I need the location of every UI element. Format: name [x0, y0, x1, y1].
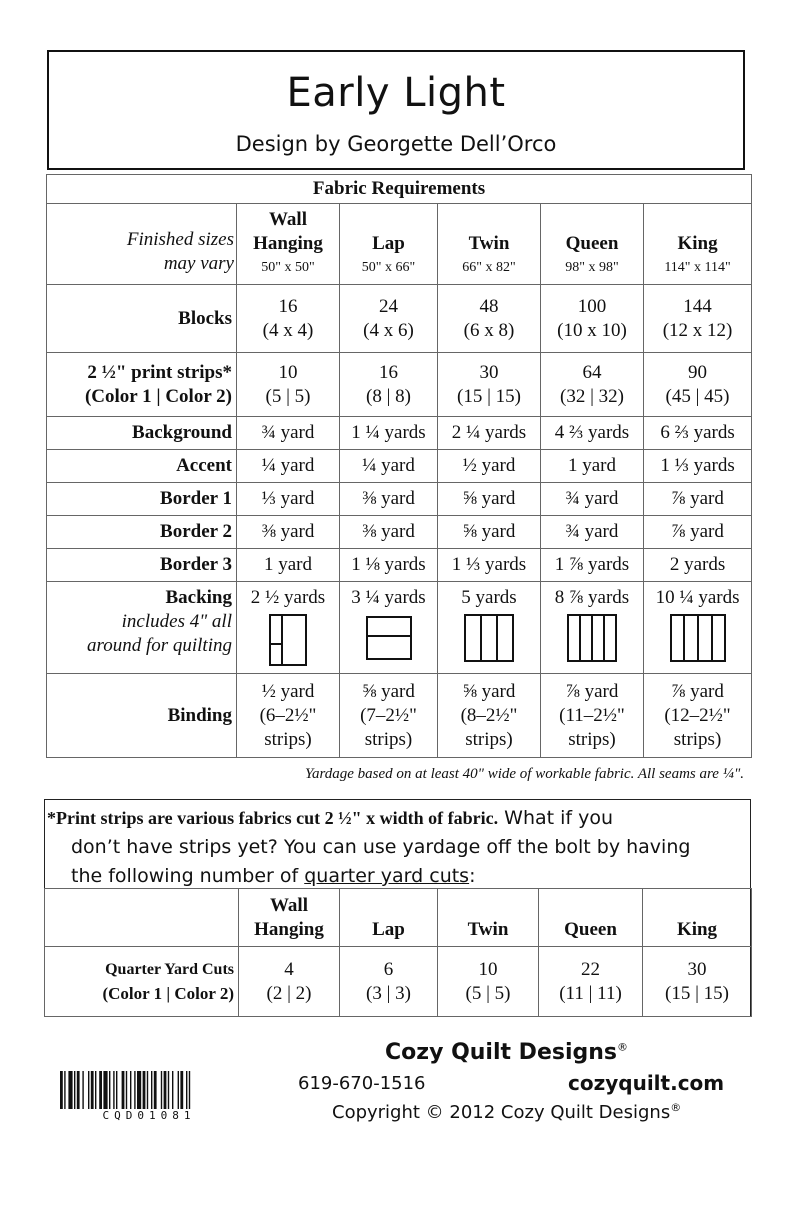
col-name-line1: Wall	[268, 209, 307, 230]
table-cell: 1 ⅓ yards	[438, 549, 541, 582]
brand-registered-mark: ®	[617, 1040, 629, 1054]
table-cell	[438, 582, 541, 674]
barcode-bar	[151, 1071, 152, 1109]
table-cell: ¼ yard	[237, 450, 340, 483]
cell-line: (32 | 32)	[560, 385, 624, 407]
cell-line: strips)	[364, 728, 413, 750]
table-cell	[340, 582, 438, 674]
barcode-bar	[122, 1071, 125, 1109]
cell-line: 10 ¼ yards	[655, 587, 740, 608]
quarter-yard-cuts-table	[44, 888, 752, 1017]
table-cell	[438, 353, 541, 417]
cell-line: 8 ⅞ yards	[554, 587, 630, 608]
table-cell: ¾ yard	[541, 483, 644, 516]
table-cell: 1 ⅛ yards	[340, 549, 438, 582]
copyright-text: Copyright © 2012 Cozy Quilt Designs	[332, 1102, 671, 1123]
cell-line: (4 x 6)	[363, 319, 414, 341]
cell-line: strips)	[465, 728, 513, 750]
cell-line: 30	[479, 361, 499, 383]
col-size: 114" x 114"	[664, 260, 731, 275]
website: cozyquilt.com	[568, 1071, 725, 1095]
row-label-line1: Quarter Yard Cuts	[105, 960, 234, 978]
backing-diagram-icon	[464, 614, 514, 662]
cell-line: 16	[379, 361, 398, 383]
table-cell: ⅜ yard	[340, 516, 438, 549]
barcode-bar	[134, 1071, 135, 1109]
table-cell: ¾ yard	[237, 417, 340, 450]
table-cell	[340, 285, 438, 353]
barcode-bar	[103, 1071, 107, 1109]
cuts-header-row	[45, 889, 752, 947]
table-cell	[340, 674, 438, 758]
cell-line: 4	[284, 958, 294, 980]
cell-line: (2 | 2)	[266, 982, 312, 1004]
barcode-bar	[143, 1071, 146, 1109]
cell-line: 5 yards	[461, 587, 517, 608]
table-cell	[237, 285, 340, 353]
barcode-bar	[130, 1071, 131, 1109]
cell-line: 90	[688, 361, 708, 383]
col-name-line2: Twin	[468, 233, 510, 254]
row-label: Accent	[47, 450, 237, 483]
table-cell: ⅜ yard	[340, 483, 438, 516]
col-wall-hanging	[237, 204, 340, 285]
col-name-line2: Queen	[565, 233, 619, 254]
backing-row	[47, 582, 752, 674]
cell-line: (6 x 8)	[463, 319, 515, 341]
col-size: 98" x 98"	[565, 260, 619, 275]
border3-row	[47, 549, 752, 582]
barcode-bar	[164, 1071, 167, 1109]
table-cell	[340, 947, 438, 1017]
cell-line: (10 x 10)	[557, 319, 627, 341]
row-label	[47, 582, 237, 674]
border1-row	[47, 483, 752, 516]
intro-text-3: the following number of	[71, 865, 305, 887]
table-cell	[644, 285, 752, 353]
cell-line: ⅝ yard	[462, 680, 516, 702]
table-cell: 1 ⅓ yards	[644, 450, 752, 483]
row-label: Border 3	[47, 549, 237, 582]
col-twin	[438, 204, 541, 285]
table-cell: 2 ¼ yards	[438, 417, 541, 450]
table-cell: ⅜ yard	[237, 516, 340, 549]
cell-line: (45 | 45)	[665, 385, 730, 407]
col-size: 50" x 66"	[361, 260, 416, 275]
table-cell	[539, 947, 643, 1017]
cell-line: ⅞ yard	[565, 680, 619, 702]
cell-line: ⅞ yard	[671, 680, 724, 702]
row-label: Border 2	[47, 516, 237, 549]
table-cell: ⅓ yard	[237, 483, 340, 516]
barcode-bar	[95, 1071, 96, 1109]
table-cell	[644, 353, 752, 417]
cell-line: 3 ¼ yards	[351, 587, 426, 608]
background-row	[47, 417, 752, 450]
backing-diagram-icon	[567, 614, 617, 662]
table-cell	[438, 285, 541, 353]
fabric-requirements-table	[46, 174, 752, 758]
cell-line: 6	[383, 958, 394, 980]
col-king	[644, 204, 752, 285]
cuts-col-queen: Queen	[539, 889, 643, 947]
col-name-line1: Wall	[269, 894, 308, 916]
col-queen	[541, 204, 644, 285]
brand-name	[385, 1040, 628, 1065]
intro-bold-text: *Print strips are various fabrics cut 2 ½" x width of fabric.	[47, 808, 499, 828]
barcode-bar	[74, 1071, 75, 1109]
table-cell: 1 ¼ yards	[340, 417, 438, 450]
binding-row	[47, 674, 752, 758]
table-cell	[644, 582, 752, 674]
col-name-line2: Hanging	[254, 918, 324, 940]
intro-colon: :	[469, 865, 476, 887]
row-label	[47, 353, 237, 417]
cell-line: 30	[687, 958, 707, 980]
copyright	[332, 1101, 681, 1123]
row-label-line2: (Color 1 | Color 2)	[102, 983, 234, 1003]
cell-line: (11–2½"	[559, 704, 625, 726]
cell-line: 10	[278, 361, 298, 383]
cell-line: (12–2½"	[664, 704, 731, 726]
designer-credit: Design by Georgette Dell’Orco	[235, 132, 557, 156]
backing-diagram-icon	[366, 616, 412, 660]
cuts-col-lap: Lap	[340, 889, 438, 947]
barcode-bar	[60, 1071, 63, 1109]
cell-line: ⅝ yard	[362, 680, 415, 702]
cell-line: strips)	[264, 728, 312, 750]
cell-line: 2 ½ yards	[250, 587, 326, 608]
yardage-footnote: Yardage based on at least 40" wide of workable fabric. All seams are ¼".	[305, 766, 744, 782]
cuts-col-king: King	[643, 889, 752, 947]
barcode-bar	[82, 1071, 83, 1109]
intro-text-1: What if you	[498, 807, 614, 829]
table-cell	[237, 582, 340, 674]
cell-line: (5 | 5)	[465, 982, 511, 1004]
barcode-bar	[178, 1071, 179, 1109]
barcode-bar	[168, 1071, 169, 1109]
table-cell: ⅝ yard	[438, 516, 541, 549]
table-cell: 1 yard	[237, 549, 340, 582]
col-size: 66" x 82"	[462, 260, 516, 275]
row-label: Binding	[47, 674, 237, 758]
phone-number: 619-670-1516	[298, 1073, 426, 1094]
barcode-bar	[137, 1071, 141, 1109]
cell-line: strips)	[568, 728, 616, 750]
cell-line: (15 | 15)	[665, 982, 729, 1004]
backing-diagram-icon	[670, 614, 726, 662]
cell-line: ½ yard	[261, 680, 315, 702]
barcode-bar	[68, 1071, 72, 1109]
cuts-values-row	[45, 947, 752, 1017]
table-cell: ⅞ yard	[644, 483, 752, 516]
barcode-bar	[116, 1071, 117, 1109]
finished-note-line2: may vary	[163, 253, 234, 274]
table-cell	[541, 285, 644, 353]
barcode-bar	[172, 1071, 173, 1109]
cell-line: 22	[581, 958, 600, 980]
table-cell	[340, 353, 438, 417]
pattern-title: Early Light	[286, 70, 506, 116]
barcode-number: CQD01081	[60, 1109, 238, 1122]
backing-note-line2: around for quilting	[87, 635, 232, 656]
row-label: Border 1	[47, 483, 237, 516]
backing-note-line1: includes 4" all	[121, 611, 232, 632]
blocks-row	[47, 285, 752, 353]
border2-row	[47, 516, 752, 549]
cell-line: 64	[582, 361, 602, 383]
table-cell: 2 yards	[644, 549, 752, 582]
table-cell	[643, 947, 752, 1017]
barcode-bar	[189, 1071, 190, 1109]
barcode-bar	[154, 1071, 157, 1109]
cell-line: (12 x 12)	[662, 319, 733, 341]
cell-line: (15 | 15)	[457, 385, 521, 407]
barcode-bar	[161, 1071, 162, 1109]
accent-row	[47, 450, 752, 483]
cell-line: 100	[577, 295, 607, 317]
table-cell: 6 ⅔ yards	[644, 417, 752, 450]
barcode-bar	[91, 1071, 94, 1109]
cell-line: (5 | 5)	[265, 385, 311, 407]
cell-line: strips)	[673, 728, 722, 750]
barcode-bar	[113, 1071, 114, 1109]
cell-line: (11 | 11)	[559, 982, 622, 1004]
cell-line: 16	[278, 295, 298, 317]
row-label-line2: (Color 1 | Color 2)	[84, 385, 232, 407]
brand-text: Cozy Quilt Designs	[385, 1040, 618, 1065]
cell-line: 10	[478, 958, 498, 980]
row-label	[45, 947, 239, 1017]
cell-line: 24	[379, 295, 398, 317]
finished-note-line1: Finished sizes	[126, 229, 234, 250]
finished-sizes-note	[47, 204, 237, 285]
barcode-bar	[186, 1071, 187, 1109]
print-strips-row	[47, 353, 752, 417]
table-cell: 1 yard	[541, 450, 644, 483]
cell-line: 144	[683, 295, 712, 317]
barcode-bar	[109, 1071, 110, 1109]
backing-label: Backing	[165, 587, 232, 608]
col-name-line2: Lap	[372, 233, 405, 254]
table-cell	[541, 582, 644, 674]
cell-line: (6–2½"	[259, 704, 317, 726]
col-name-line2: King	[677, 233, 718, 254]
row-label: Blocks	[47, 285, 237, 353]
barcode-bar	[99, 1071, 102, 1109]
fabric-requirements-heading: Fabric Requirements	[47, 175, 752, 204]
intro-text-2: don’t have strips yet? You can use yardage off the bolt by having	[71, 836, 691, 858]
table-cell	[644, 674, 752, 758]
table-cell	[438, 947, 539, 1017]
cuts-col-wall-hanging	[239, 889, 340, 947]
row-label: Background	[47, 417, 237, 450]
cell-line: (7–2½"	[360, 704, 417, 726]
empty-corner	[45, 889, 239, 947]
title-box	[47, 50, 745, 170]
table-cell: ½ yard	[438, 450, 541, 483]
table-cell	[239, 947, 340, 1017]
barcode-bar	[88, 1071, 89, 1109]
cell-line: (8–2½"	[460, 704, 518, 726]
barcode-bar	[77, 1071, 80, 1109]
table-cell: 1 ⅞ yards	[541, 549, 644, 582]
table-cell: 4 ⅔ yards	[541, 417, 644, 450]
cell-line: 48	[479, 295, 499, 317]
cuts-col-twin: Twin	[438, 889, 539, 947]
table-cell: ⅞ yard	[644, 516, 752, 549]
backing-diagram-icon	[269, 614, 307, 666]
table-cell	[237, 353, 340, 417]
cell-line: (4 x 4)	[262, 319, 314, 341]
barcode-bar	[64, 1071, 65, 1109]
barcode-bar	[180, 1071, 183, 1109]
table-cell: ⅝ yard	[438, 483, 541, 516]
quarter-yard-intro	[47, 804, 747, 891]
size-header-row	[47, 204, 752, 285]
cell-line: (3 | 3)	[366, 982, 411, 1004]
col-name-line2: Hanging	[253, 233, 323, 254]
table-cell: ¾ yard	[541, 516, 644, 549]
col-lap	[340, 204, 438, 285]
table-cell	[438, 674, 541, 758]
table-cell	[541, 353, 644, 417]
cell-line: (8 | 8)	[366, 385, 411, 407]
table-cell	[541, 674, 644, 758]
col-size: 50" x 50"	[261, 260, 315, 275]
copyright-registered-mark: ®	[670, 1101, 682, 1114]
intro-underlined: quarter yard cuts	[304, 865, 470, 887]
table-cell	[237, 674, 340, 758]
table-cell: ¼ yard	[340, 450, 438, 483]
row-label-line1: 2 ½" print strips*	[87, 361, 232, 383]
barcode-bar	[147, 1071, 148, 1109]
barcode-bar	[126, 1071, 127, 1109]
